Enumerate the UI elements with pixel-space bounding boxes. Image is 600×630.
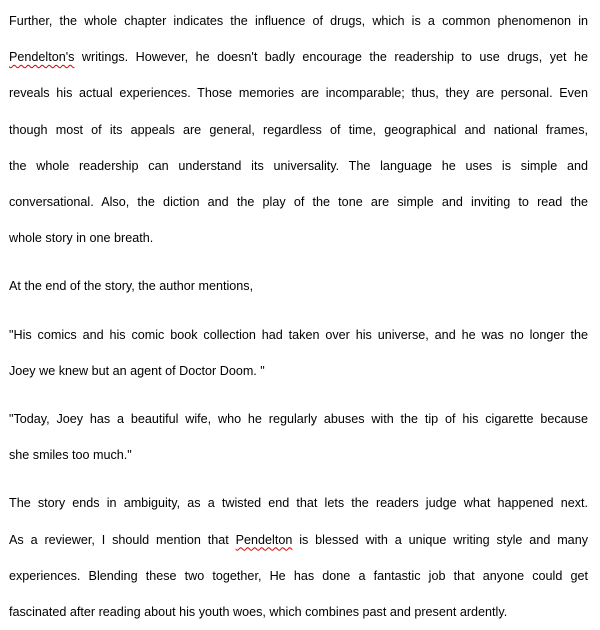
text-line: conversational. Also, the diction and the play of the tone are simple and inviting to read the: [9, 195, 588, 210]
text-line: At the end of the story, the author mentions,: [9, 279, 254, 294]
misspelled-word[interactable]: Pendelton's: [9, 50, 75, 65]
text-fragment: writings. However, he doesn't badly encourage the readership to use drugs, yet he: [74, 50, 588, 65]
text-line: whole story in one breath.: [9, 231, 154, 246]
text-line: The story ends in ambiguity, as a twisted end that lets the readers judge what happened next.: [9, 496, 588, 511]
misspelled-word[interactable]: Pendelton: [235, 532, 293, 547]
text-fragment: is blessed with a unique writing style and many: [292, 532, 588, 547]
text-line: "His comics and his comic book collection had taken over his universe, and he was no longer the: [9, 327, 588, 342]
text-line: she smiles too much.": [9, 448, 132, 463]
paragraph-conclusion: [9, 485, 588, 630]
paragraph-drugs-influence: [9, 3, 588, 256]
text-line: the whole readership can understand its universality. The language he uses is simple and: [9, 158, 588, 173]
text-line: [9, 39, 588, 75]
text-line: Further, the whole chapter indicates the influence of drugs, which is a common phenomenon in: [9, 14, 588, 28]
text-line: though most of its appeals are general, regardless of time, geographical and national frames,: [9, 122, 588, 137]
paragraph-author-mentions: [9, 268, 588, 304]
text-line: "Today, Joey has a beautiful wife, who he regularly abuses with the tip of his cigarette because: [9, 412, 588, 427]
paragraph-quote-wife: [9, 401, 588, 473]
text-line: [9, 522, 588, 558]
text-line: reveals his actual experiences. Those memories are incomparable; thus, they are personal. Even: [9, 86, 588, 101]
text-line: experiences. Blending these two together, He has done a fantastic job that anyone could get: [9, 568, 588, 583]
paragraph-quote-comics: [9, 317, 588, 389]
text-line: Joey we knew but an agent of Doctor Doom. ": [9, 363, 265, 378]
text-line: fascinated after reading about his youth woes, which combines past and present ardently.: [9, 605, 508, 620]
text-fragment: As a reviewer, I should mention that: [9, 532, 236, 547]
